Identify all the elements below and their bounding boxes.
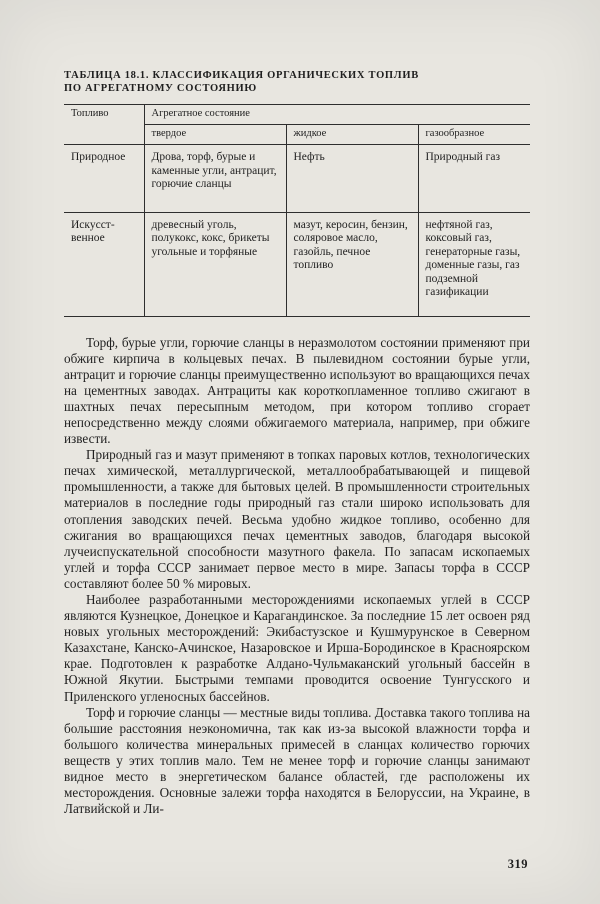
cell-natural-gas: Природный газ bbox=[418, 145, 530, 213]
fuel-classification-table bbox=[64, 104, 530, 317]
cell-artificial-gas: нефтяной газ, коксовый газ, генераторные газы, доменные газы, газ подземной газификации bbox=[418, 212, 530, 316]
table-row-artificial bbox=[64, 212, 530, 316]
table-caption-line1: ТАБЛИЦА 18.1. КЛАССИФИКАЦИЯ ОРГАНИЧЕСКИХ ТОПЛИВ bbox=[64, 70, 419, 81]
table-row-natural bbox=[64, 145, 530, 213]
paragraph-3: Наиболее разработанными месторождениями ископаемых углей в СССР являются Кузнецкое, Донецкое и Карагандинское. За последние 15 лет освоен ряд новых угольных месторождений: Экибастузское и Кушмурунское в Северном Казахстане, Канско-Ачинское, Назаровское и Ирша-Бородинское в Красноярском крае. Подготовлен к разработке Алдано-Чульмаканский угольный бассейн в Южной Якутии. Быстрыми темпами проводится освоение Тунгусского и Приленского угленосных бассейнов. bbox=[64, 592, 530, 704]
paragraph-2: Природный газ и мазут применяют в топках паровых котлов, технологических печах химической, металлургической, металлообрабатывающей и пищевой промышленности, а также для бытовых целей. В промышленности строительных материалов в последние годы природный газ стали широко использовать для отопления заводских печей. Весьма удобно жидкое топливо, особенно для сжигания во вращающихся печах цементных заводов, благодаря высокой лучеиспускательной способности мазутного факела. По запасам ископаемых углей и торфа СССР занимает первое место в мире. Запасы торфа в СССР составляют более 50 % мировых. bbox=[64, 447, 530, 591]
header-aggregate-state: Агрегатное состояние bbox=[144, 105, 530, 125]
cell-natural-liquid: Нефть bbox=[286, 145, 418, 213]
table-header-row-1 bbox=[64, 105, 530, 125]
header-gaseous: газообразное bbox=[418, 125, 530, 145]
page-number: 319 bbox=[507, 857, 528, 871]
cell-natural-solid: Дрова, торф, бурые и каменные угли, антрацит, горючие сланцы bbox=[144, 145, 286, 213]
paragraph-1: Торф, бурые угли, горючие сланцы в неразмолотом состоянии применяют при обжиге кирпича в кольцевых печах. В пылевидном состоянии бурые угли, антрацит и горючие сланцы преимущественно используют во вращающихся печах на цементных заводах. Антрациты как короткопламенное топливо сжигают в шахтных печах пересыпным методом, при котором топливо сгорает непосредственно между слоями обжигаемого материала, например, при обжиге извести. bbox=[64, 334, 530, 447]
cell-fuel-artificial: Искусственное bbox=[64, 212, 144, 316]
table-caption bbox=[64, 70, 530, 95]
paragraph-4: Торф и горючие сланцы — местные виды топлива. Доставка такого топлива на большие расстояния неэкономична, так как из-за высокой влажности торфа и большого количества минеральных примесей в сланцах количество горючих веществ у этих топлив мало. Тем не менее торф и горючие сланцы занимают видное место в энергетическом балансе областей, где расположены их месторождения. Основные залежи торфа находятся в Белоруссии, на Украине, в Латвийской и Ли- bbox=[64, 704, 530, 817]
header-solid: твердое bbox=[144, 125, 286, 145]
cell-artificial-liquid: мазут, керосин, бензин, соляровое масло, газойль, печное топливо bbox=[286, 212, 418, 316]
body-text bbox=[64, 335, 530, 818]
cell-fuel-natural: Природное bbox=[64, 145, 144, 213]
header-liquid: жидкое bbox=[286, 125, 418, 145]
cell-artificial-solid: древесный уголь, полукокс, кокс, брикеты угольные и торфяные bbox=[144, 212, 286, 316]
header-fuel: Топливо bbox=[64, 105, 144, 145]
table-caption-line2: ПО АГРЕГАТНОМУ СОСТОЯНИЮ bbox=[64, 82, 257, 94]
